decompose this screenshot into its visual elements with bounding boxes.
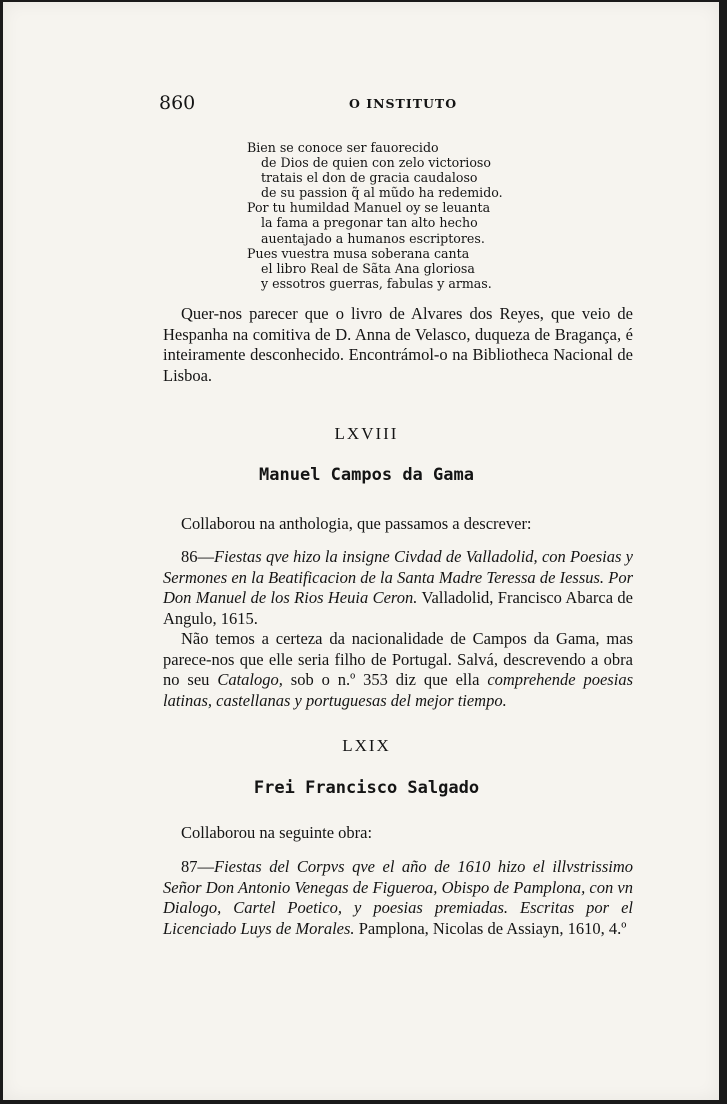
entry-imprint: Valladolid, Francisco Abarca de Angulo, 1615. xyxy=(163,588,633,628)
section-author-salgado: Frei Francisco Salgado xyxy=(253,778,480,798)
entry-text xyxy=(163,547,633,629)
entry-note xyxy=(163,629,633,711)
note-text: Não temos a certeza da nacionalidade de Campos da Gama, mas parece-nos que elle seria filho de Portugal. Salvá, descrevendo a obra no seu xyxy=(163,629,633,689)
entry-text xyxy=(163,857,633,939)
poem-line: de su passion q̃ al mũdo ha redemido. xyxy=(261,185,503,201)
paragraph-alvares xyxy=(163,304,633,386)
poem-line: tratais el don de gracia caudaloso xyxy=(261,170,478,186)
section-numeral-lxviii: LXVIII xyxy=(334,424,399,443)
poem-quotation xyxy=(247,140,547,291)
bibliographic-entry-86 xyxy=(163,547,633,711)
intro-text: Collaborou na seguinte obra: xyxy=(181,823,373,842)
intro-salgado xyxy=(163,823,633,844)
entry-number: 86— xyxy=(181,547,214,566)
poem-line: auentajado a humanos escriptores. xyxy=(261,230,485,246)
note-quote: comprehende poesias latinas, castellanas y portuguesas del mejor tiempo. xyxy=(163,670,633,710)
poem-line: el libro Real de Sãta Ana gloriosa xyxy=(261,260,475,276)
poem-line: de Dios de quien con zelo victorioso xyxy=(261,155,491,171)
poem-line: Pues vuestra musa soberana canta xyxy=(247,245,470,261)
poem-line: la fama a pregonar tan alto hecho xyxy=(261,215,478,231)
entry-number: 87— xyxy=(181,857,214,876)
entry-title: Fiestas qve hizo la insigne Civdad de Valladolid, con Poesias y Sermones en la Beatificacion de la Santa Madre Teressa de Iessus. Por Don Manuel de los Rios Heuia Ceron. xyxy=(163,547,633,607)
book-page xyxy=(3,2,719,1100)
note-text-2: sob o n.º 353 diz que ella xyxy=(282,670,488,689)
note-catalogo: Catalogo, xyxy=(217,670,283,689)
running-title: O INSTITUTO xyxy=(349,96,458,111)
poem-line: y essotros guerras, fabulas y armas. xyxy=(261,275,492,291)
paragraph-text: Quer-nos parecer que o livro de Alvares dos Reyes, que veio de Hespanha na comitiva de D. Anna de Velasco, duqueza de Bragança, é inteiramente desconhecido. Encontrámol-o na Bibliotheca Nacional de Lisboa. xyxy=(163,304,633,385)
entry-title: Fiestas del Corpvs qve el año de 1610 hizo el illvstrissimo Señor Don Antonio Venegas de Figueroa, Obispo de Pamplona, con vn Dialogo, Cartel Poetico, y poesias premiadas. Escritas por el Licenciado Luys de Morales. xyxy=(163,857,633,938)
poem-line: Por tu humildad Manuel oy se leuanta xyxy=(247,200,491,216)
bibliographic-entry-87 xyxy=(163,857,633,939)
intro-text: Collaborou na anthologia, que passamos a descrever: xyxy=(181,514,532,533)
poem-line: Bien se conoce ser fauorecido xyxy=(247,140,439,155)
page-number: 860 xyxy=(159,92,196,114)
intro-campos xyxy=(163,514,633,535)
entry-imprint: Pamplona, Nicolas de Assiayn, 1610, 4.º xyxy=(354,918,627,938)
section-author-campos: Manuel Campos da Gama xyxy=(259,465,474,485)
section-numeral-lxix: LXIX xyxy=(342,736,391,755)
